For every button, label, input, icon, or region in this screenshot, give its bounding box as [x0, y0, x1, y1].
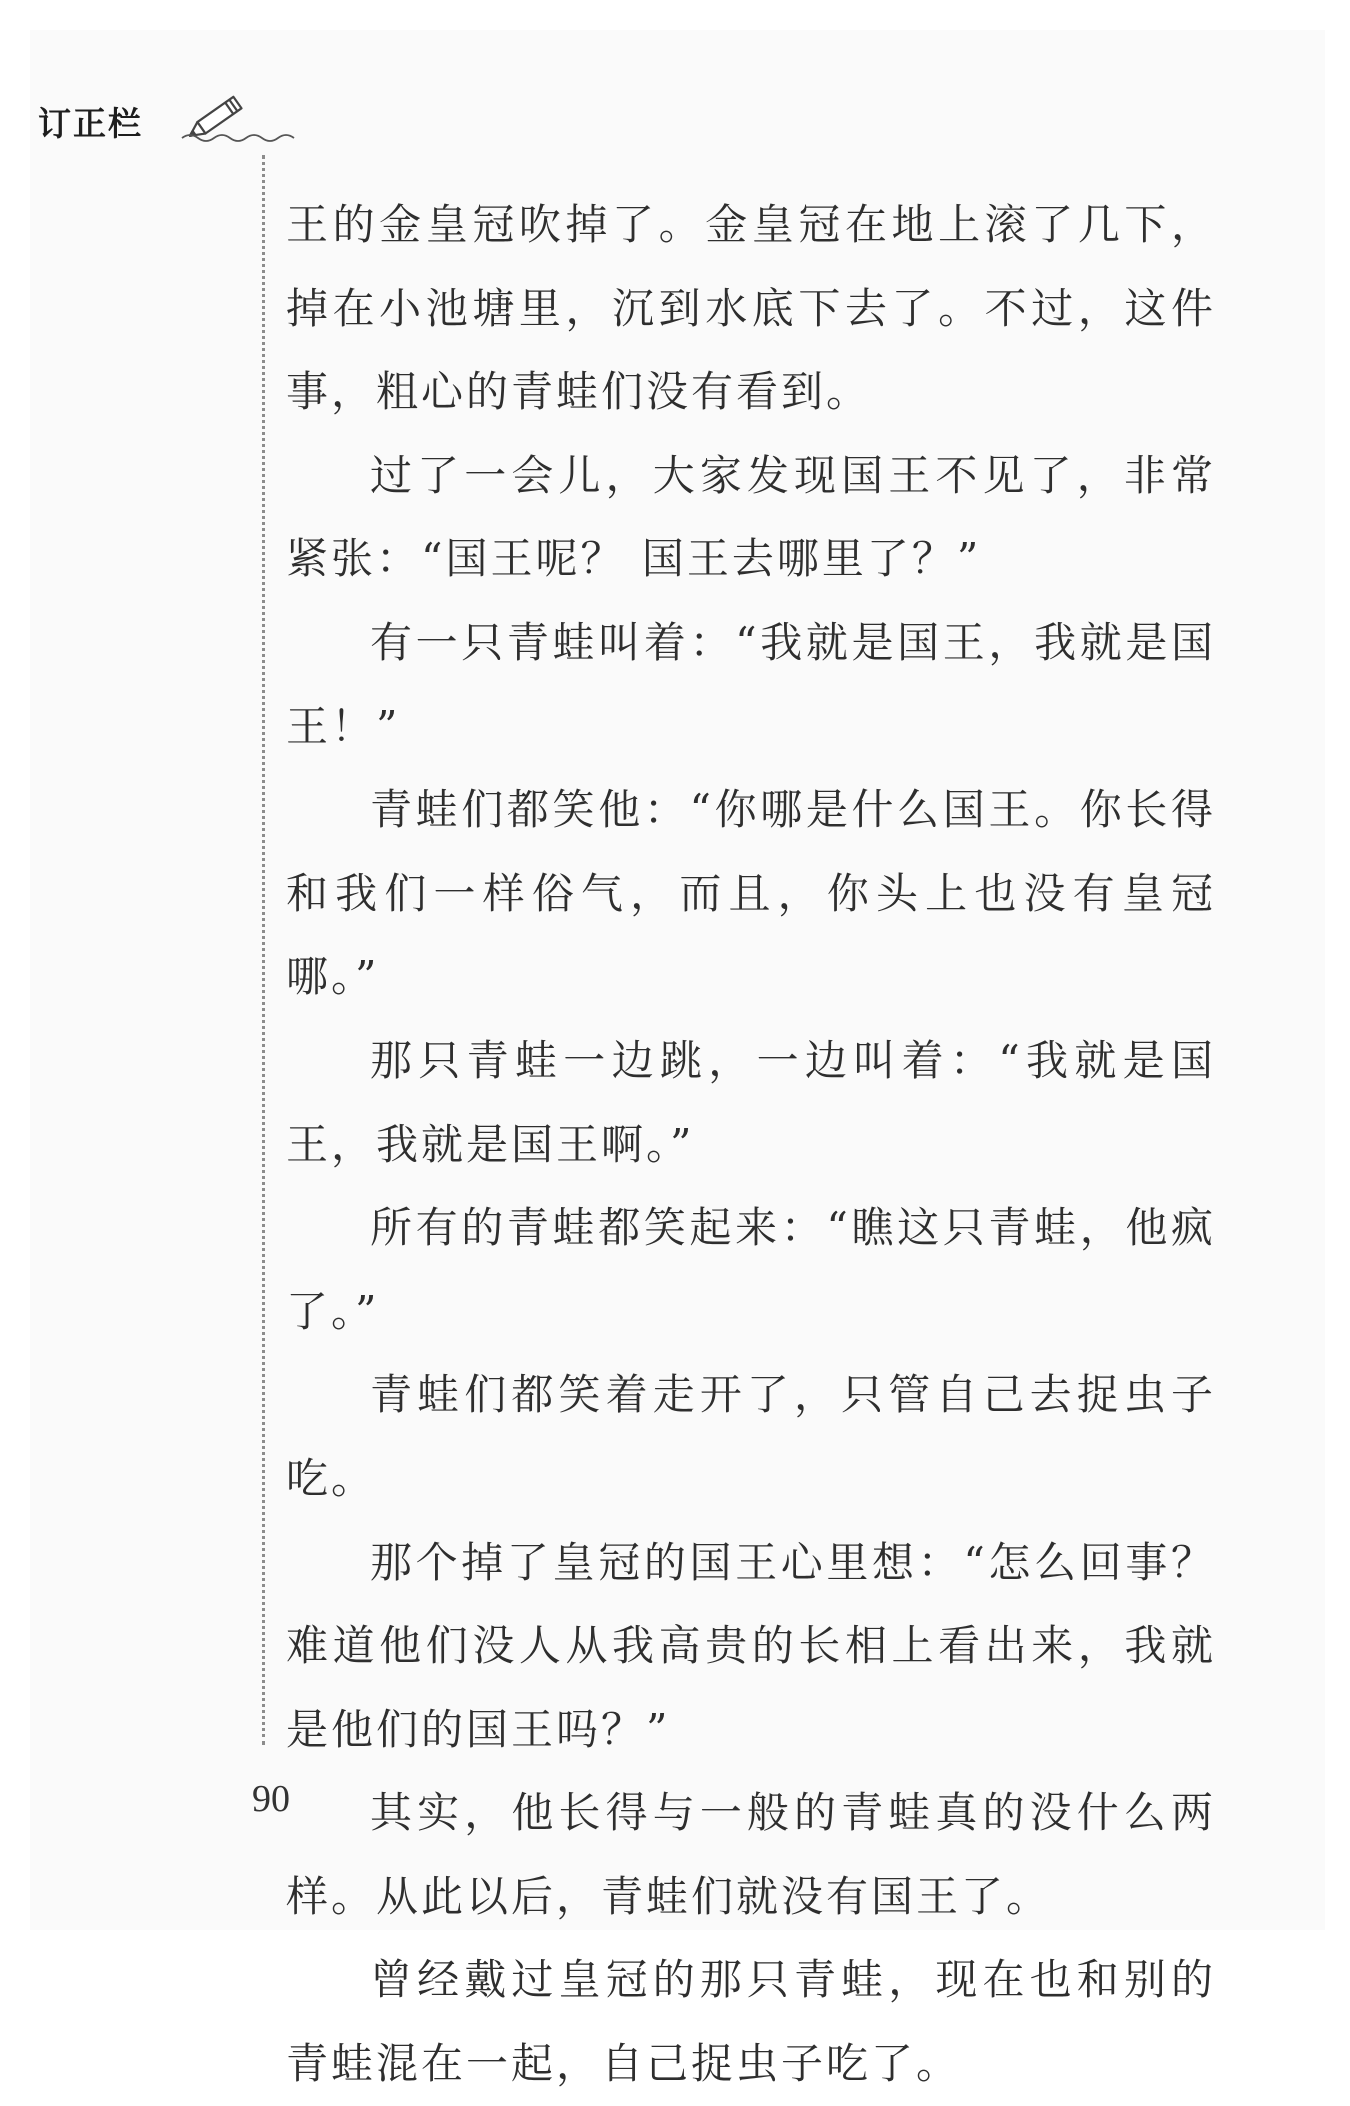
story-text	[286, 183, 1216, 2106]
story-paragraph: 所有的青蛙都笑起来：“瞧这只青蛙，他疯了。”	[286, 1203, 1216, 1336]
story-paragraph: 有一只青蛙叫着：“我就是国王，我就是国王！”	[286, 617, 1216, 751]
correction-column-label: 订正栏	[38, 104, 143, 143]
story-paragraph: 曾经戴过皇冠的那只青蛙，现在也和别的青蛙混在一起，自己捉虫子吃了。	[286, 1955, 1216, 2089]
margin-divider	[262, 155, 265, 1745]
correction-column-header	[38, 94, 268, 144]
story-paragraph: 那个掉了皇冠的国王心里想：“怎么回事？难道他们没人从我高贵的长相上看出来，我就是他们的国王吗？”	[286, 1537, 1216, 1754]
page-number: 90	[252, 1778, 290, 1820]
pencil-icon	[180, 86, 300, 146]
story-paragraph: 那只青蛙一边跳，一边叫着：“我就是国王，我就是国王啊。”	[286, 1035, 1216, 1169]
story-paragraph: 王的金皇冠吹掉了。金皇冠在地上滚了几下，掉在小池塘里，沉到水底下去了。不过，这件事，粗心的青蛙们没有看到。	[286, 200, 1216, 417]
story-paragraph: 青蛙们都笑他：“你哪是什么国王。你长得和我们一样俗气，而且，你头上也没有皇冠哪。”	[286, 785, 1216, 1002]
story-paragraph: 青蛙们都笑着走开了，只管自己去捉虫子吃。	[286, 1370, 1216, 1503]
story-paragraph: 过了一会儿，大家发现国王不见了，非常紧张：“国王呢？ 国王去哪里了？”	[286, 450, 1216, 584]
story-paragraph: 其实，他长得与一般的青蛙真的没什么两样。从此以后，青蛙们就没有国王了。	[286, 1788, 1216, 1921]
